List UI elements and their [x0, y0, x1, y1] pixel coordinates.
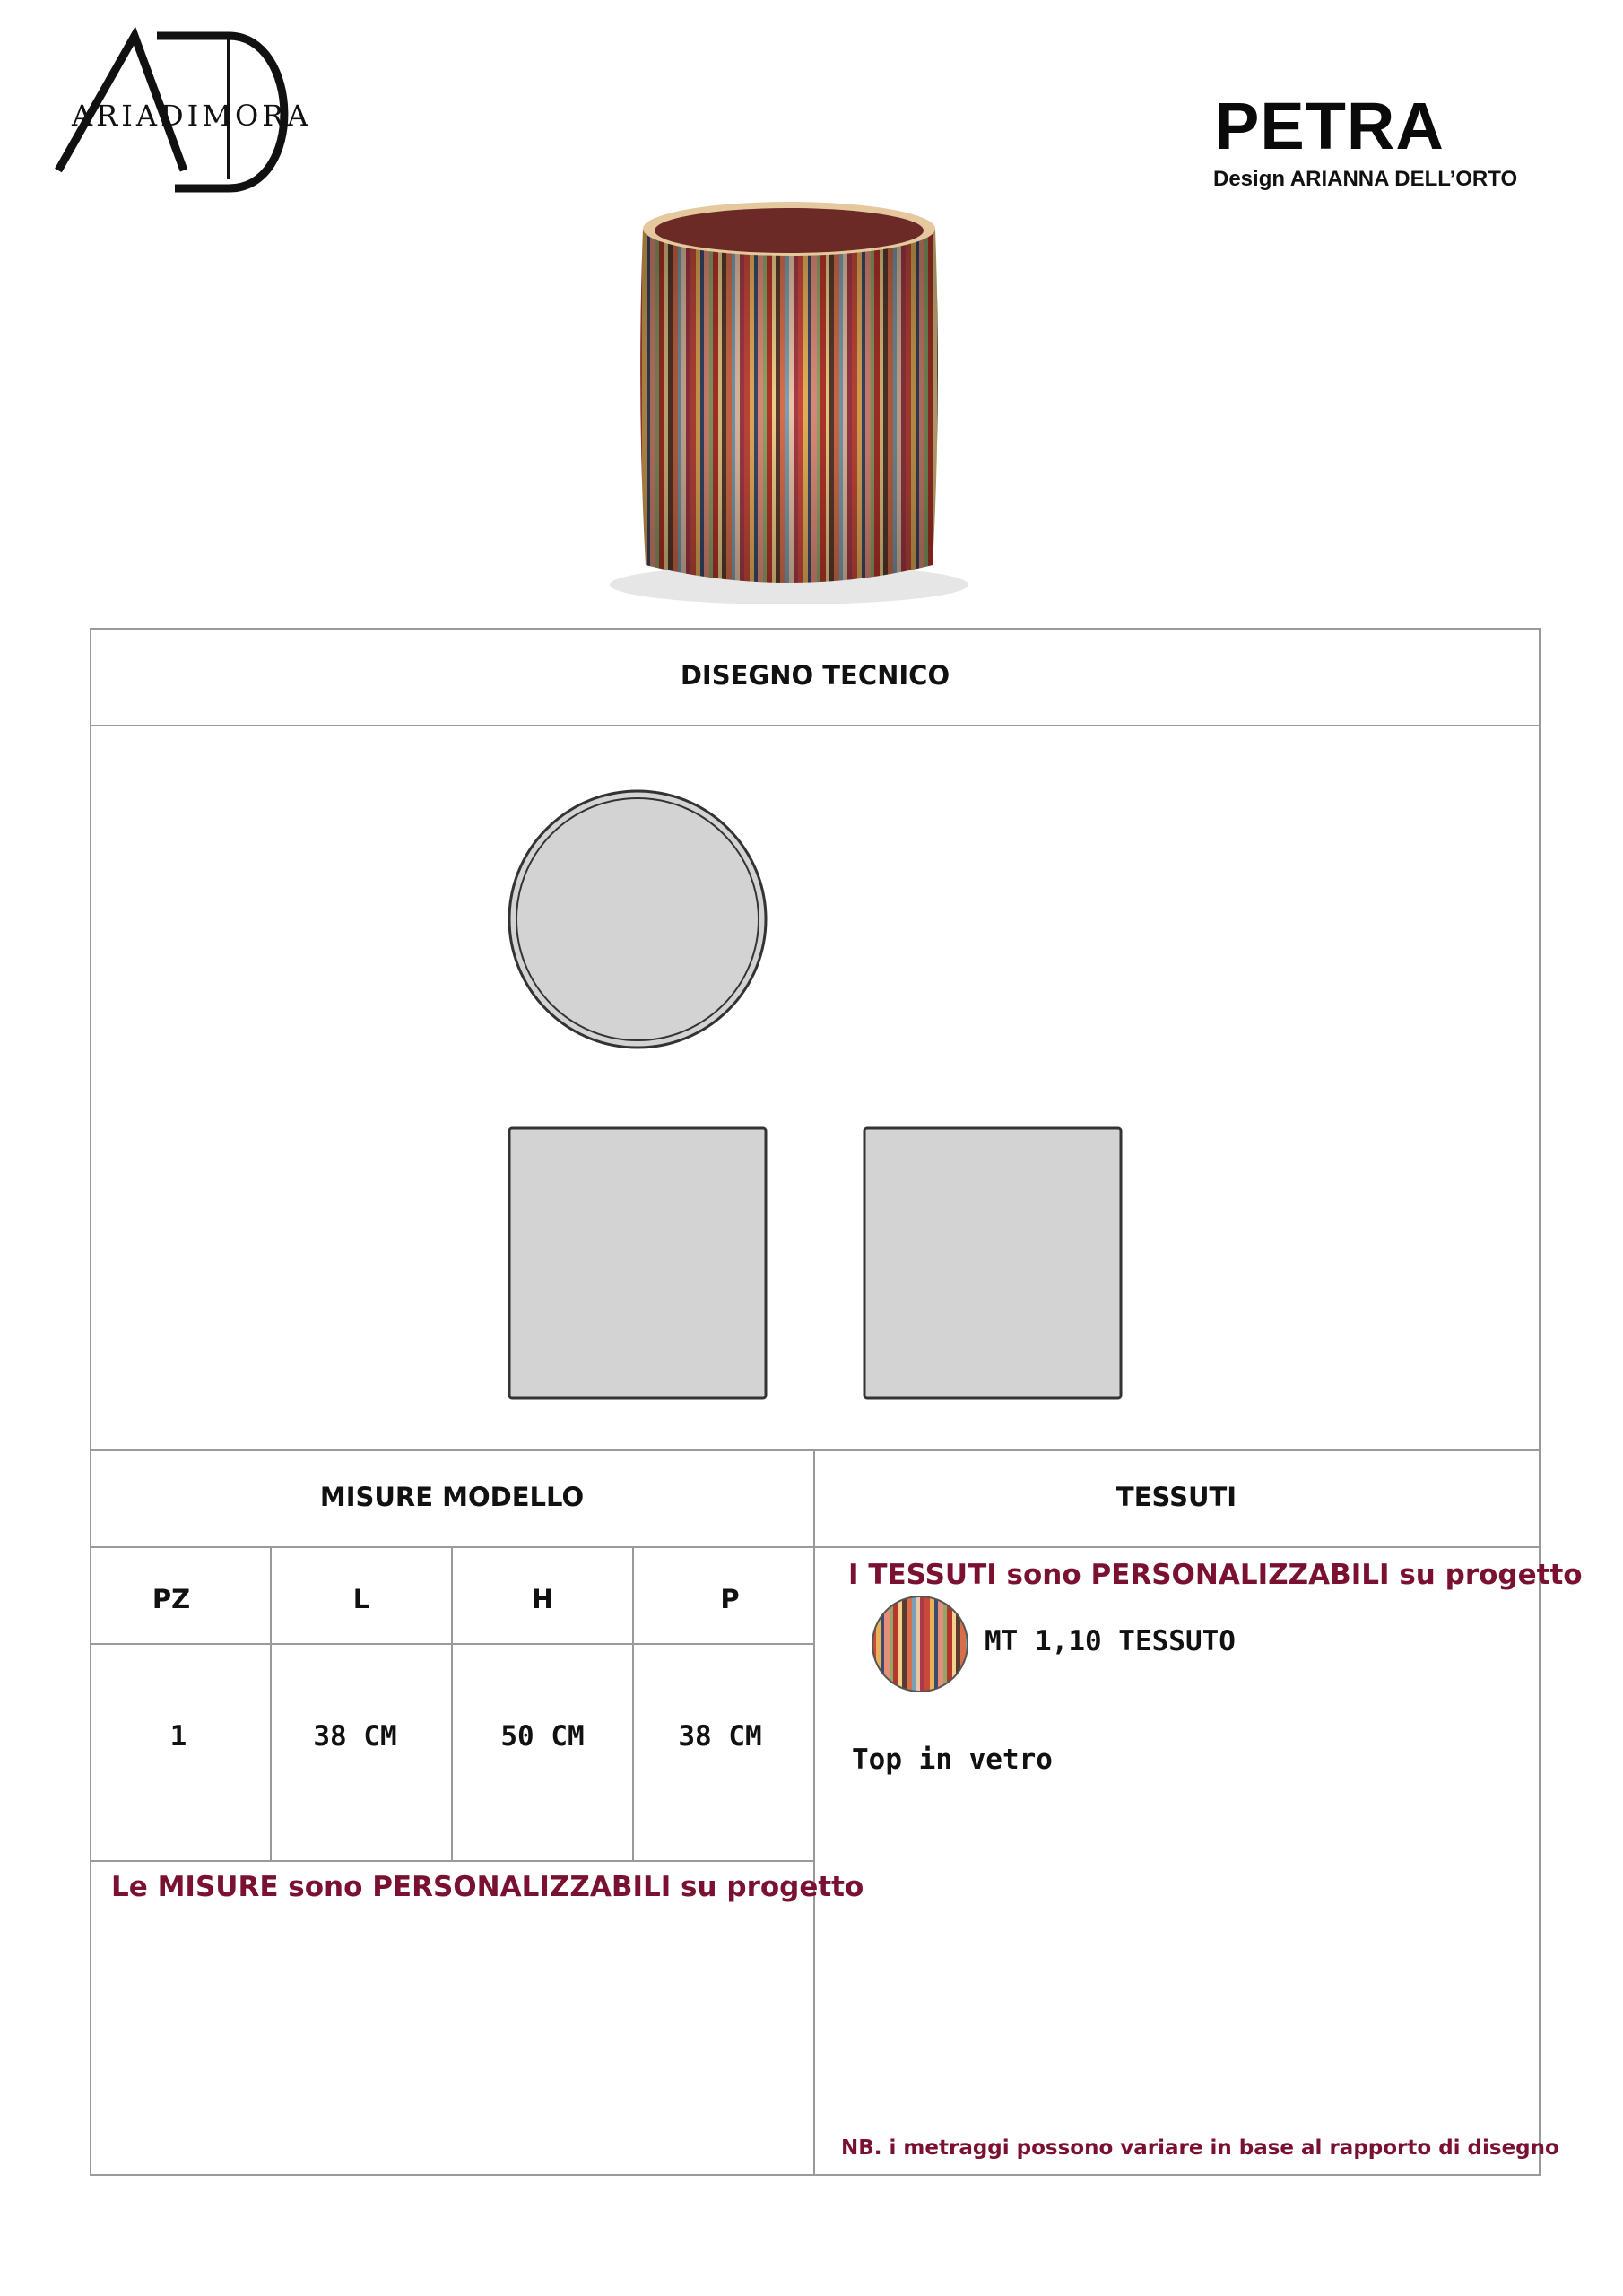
product-image: [583, 197, 995, 610]
drawing-front-view: [509, 1128, 766, 1398]
fabric-swatch: [871, 1595, 969, 1693]
model-sizes-heading: MISURE MODELLO: [319, 1482, 585, 1512]
size-value-p: 38 CM: [678, 1720, 762, 1752]
divider-above-sizes: [90, 1449, 1541, 1451]
fabrics-custom-note: I TESSUTI sono PERSONALIZZABILI su progetto: [848, 1559, 1583, 1591]
size-value-pz: 1: [169, 1720, 187, 1752]
product-designer: Design ARIANNA DELL’ORTO: [1213, 167, 1518, 191]
size-header-l: L: [352, 1584, 370, 1614]
size-header-h: H: [531, 1584, 554, 1614]
fabric-top: Top in vetro: [852, 1744, 1053, 1776]
table-border-top: [90, 628, 1541, 630]
divider-middle-vertical: [813, 1449, 815, 2176]
product-title: PETRA: [1215, 89, 1445, 163]
drawing-side-view: [864, 1128, 1121, 1398]
sizes-custom-note: Le MISURE sono PERSONALIZZABILI su progetto: [111, 1871, 864, 1903]
size-header-p: P: [720, 1584, 740, 1614]
technical-drawing-heading: DISEGNO TECNICO: [680, 660, 950, 691]
size-value-l: 38 CM: [313, 1720, 397, 1752]
fabrics-heading: TESSUTI: [1115, 1482, 1237, 1512]
size-value-h: 50 CM: [500, 1720, 585, 1752]
logo-text: ARIADIMORA: [72, 99, 312, 133]
fabric-quantity: MT 1,10 TESSUTO: [985, 1625, 1236, 1657]
table-border-right: [1539, 628, 1541, 2176]
table-border-bottom: [90, 2174, 1541, 2176]
fabric-footnote: NB. i metraggi possono variare in base al rapporto di disegno: [841, 2136, 1559, 2160]
size-header-pz: PZ: [152, 1584, 191, 1614]
divider-under-section-headers: [90, 1546, 1541, 1548]
drawing-top-view: [509, 791, 766, 1048]
technical-drawing: [90, 726, 1539, 1448]
